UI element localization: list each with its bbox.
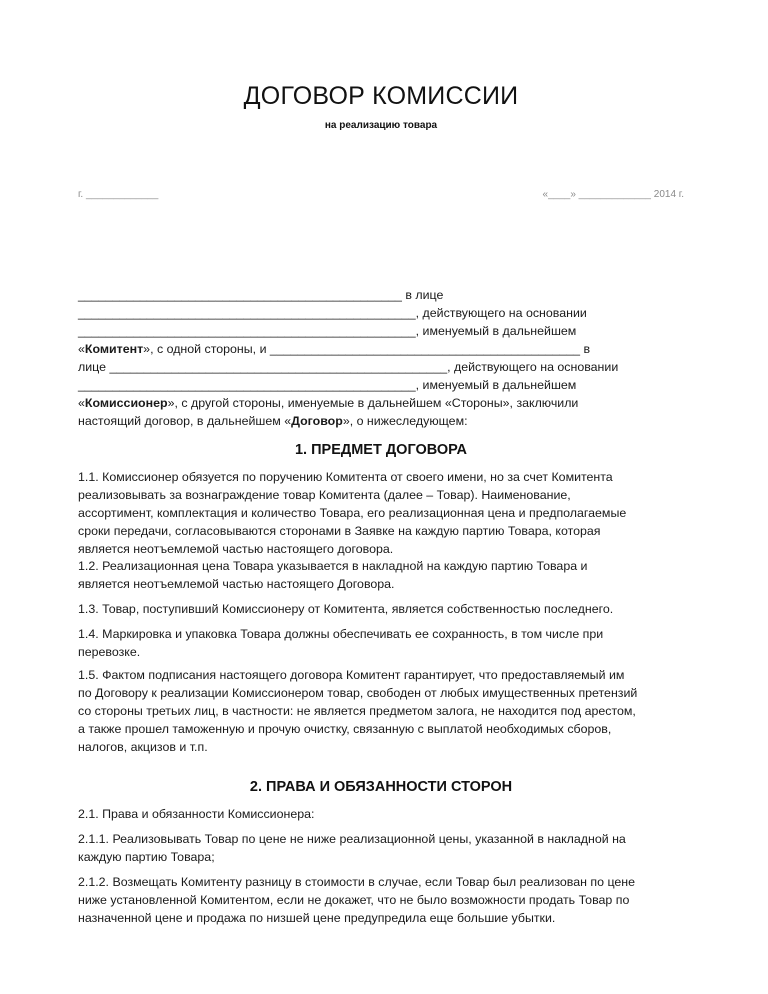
text-line: 1.4. Маркировка и упаковка Товара должны обеспечивать ее сохранность, в том числе при xyxy=(78,627,604,641)
preamble-line: _______________________________________________ в лице xyxy=(78,288,444,302)
text-line: реализовывать за вознаграждение товар Комитента (далее – Товар). Наименование, xyxy=(78,488,571,502)
clause-2-1-2 xyxy=(78,873,684,927)
text-line: каждую партию Товара; xyxy=(78,850,215,864)
preamble-text: настоящий договор, в дальнейшем « xyxy=(78,414,292,428)
section-heading: 2. ПРАВА И ОБЯЗАННОСТИ СТОРОН xyxy=(249,779,513,795)
party-commissioner-label: Комиссионер xyxy=(84,396,168,410)
text-line: по Договору к реализации Комиссионером товар, свободен от любых имущественных претензий xyxy=(78,686,638,700)
text-line: 1.1. Комиссионер обязуется по поручению Комитента от своего имени, но за счет Комитента xyxy=(78,470,613,484)
clause-1-1 xyxy=(78,468,684,558)
text-line: 1.3. Товар, поступивший Комиссионеру от Комитента, является собственностью последнего. xyxy=(78,602,614,616)
text-line: сроки передачи, согласовываются сторонами в Заявке на каждую партию Товара, которая xyxy=(78,524,601,538)
document-title: ДОГОВОР КОМИССИИ xyxy=(243,82,519,110)
preamble-line: _________________________________________________, именуемый в дальнейшем xyxy=(78,324,577,338)
text-line: является неотъемлемой частью настоящего договора. xyxy=(78,542,394,556)
preamble-line xyxy=(78,340,684,358)
preamble-line xyxy=(78,412,684,430)
preamble-text: », с одной стороны, и _____________________________________________ в xyxy=(143,342,591,356)
preamble-line: лице _________________________________________________, действующего на основании xyxy=(78,360,619,374)
text-line: ассортимент, комплектация и количество Товара, его реализационная цена и предполагаемые xyxy=(78,506,627,520)
text-line: а также прошел таможенную и прочую очистку, связанную с выплатой необходимых сборов, xyxy=(78,722,612,736)
preamble-line: _________________________________________________, именуемый в дальнейшем xyxy=(78,378,577,392)
text-line: 1.2. Реализационная цена Товара указывается в накладной на каждую партию Товара и xyxy=(78,559,588,573)
text-line: является неотъемлемой частью настоящего Договора. xyxy=(78,577,395,591)
preamble-text: », о нижеследующем: xyxy=(342,414,468,428)
preamble-text: « xyxy=(78,396,85,410)
text-line: 2.1.2. Возмещать Комитенту разницу в стоимости в случае, если Товар был реализован по цене xyxy=(78,875,636,889)
text-line: 1.5. Фактом подписания настоящего договора Комитент гарантирует, что предоставляемый им xyxy=(78,668,625,682)
contract-place-field: г. _____________ xyxy=(78,189,159,200)
clause-2-1-1 xyxy=(78,830,684,866)
text-line: 2.1. Права и обязанности Комиссионера: xyxy=(78,807,315,821)
text-line: 2.1.1. Реализовывать Товар по цене не ниже реализационной цены, указанной в накладной на xyxy=(78,832,626,846)
clause-1-2 xyxy=(78,557,684,593)
preamble-line xyxy=(78,394,684,412)
text-line: назначенной цене и продажа по низшей цене предупредила еще большие убытки. xyxy=(78,911,556,925)
clause-1-5 xyxy=(78,666,684,756)
clause-1-3 xyxy=(78,600,684,618)
preamble-line: _________________________________________________, действующего на основании xyxy=(78,306,587,320)
contract-date-field: «____» _____________ 2014 г. xyxy=(542,189,684,200)
text-line: ниже установленной Комитентом, если не докажет, что не было возможности продать Товар по xyxy=(78,893,630,907)
document-subtitle: на реализацию товара xyxy=(324,120,438,131)
text-line: налогов, акцизов и т.п. xyxy=(78,740,208,754)
preamble-text: « xyxy=(78,342,85,356)
agreement-term-label: Договор xyxy=(291,414,343,428)
text-line: со стороны третьих лиц, в частности: не является предметом залога, не находится под арестом, xyxy=(78,704,636,718)
text-line: перевозке. xyxy=(78,645,141,659)
clause-2-1 xyxy=(78,805,684,823)
preamble-text: », с другой стороны, именуемые в дальнейшем «Стороны», заключили xyxy=(167,396,579,410)
section-heading: 1. ПРЕДМЕТ ДОГОВОРА xyxy=(294,442,468,458)
party-committent-label: Комитент xyxy=(84,342,144,356)
clause-1-4 xyxy=(78,625,684,661)
preamble xyxy=(78,286,684,430)
